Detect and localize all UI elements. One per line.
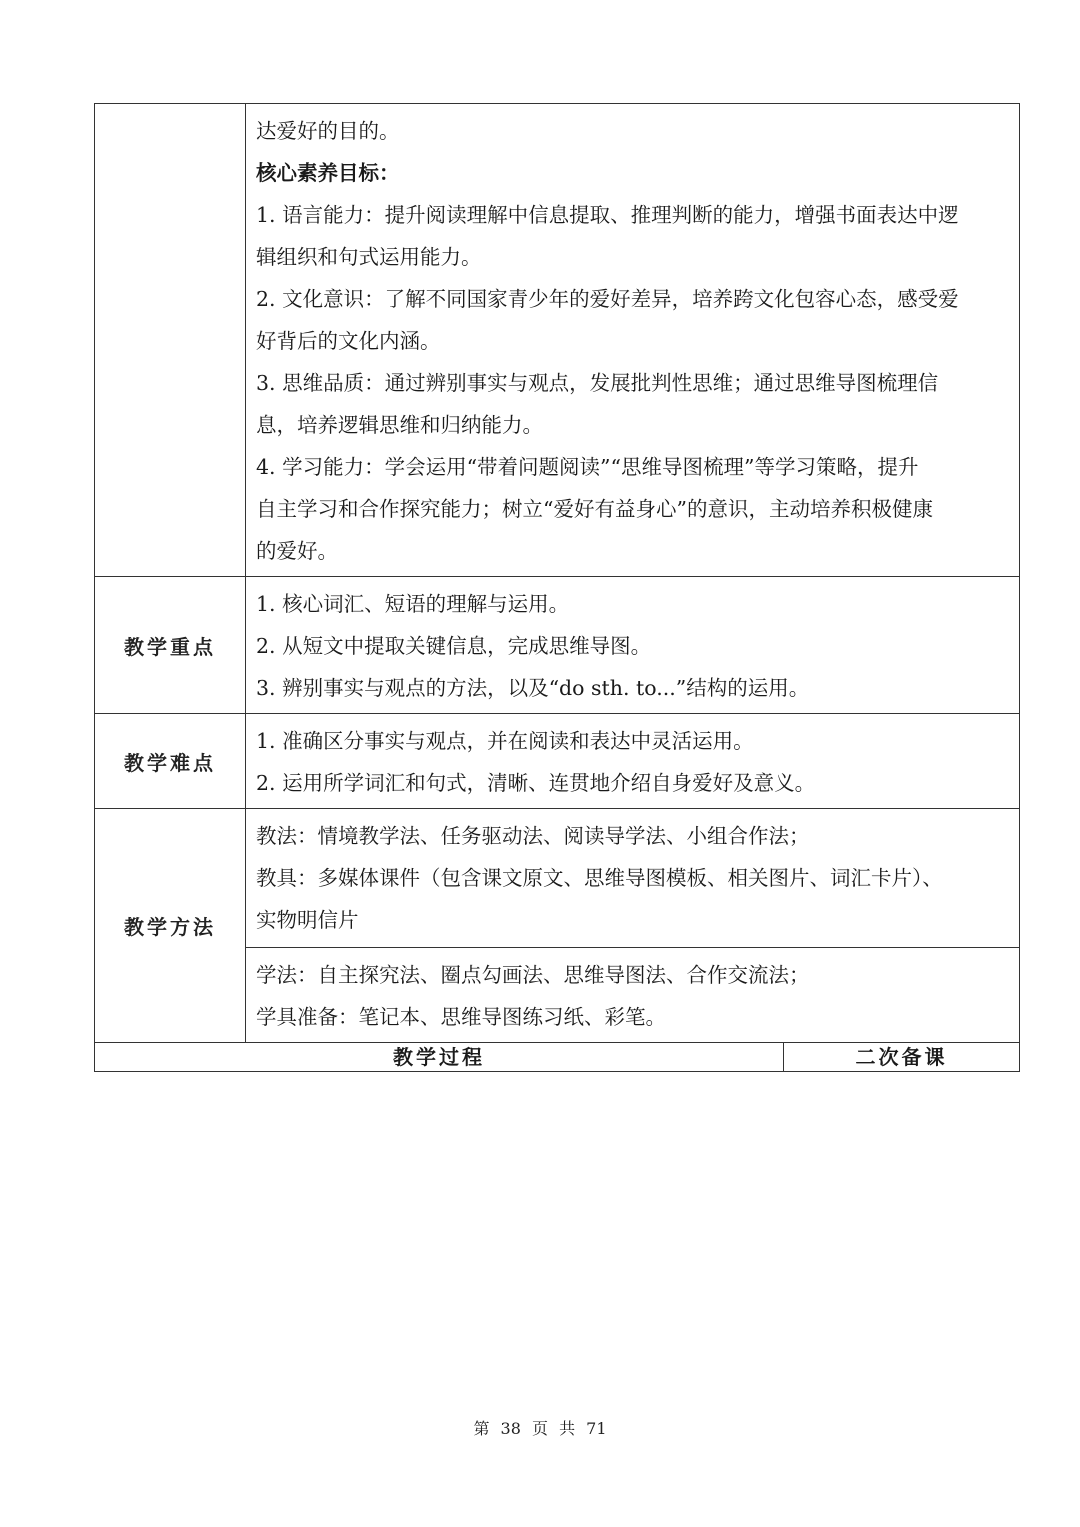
key-point-item: 2. 从短文中提取关键信息，完成思维导图。	[256, 634, 652, 658]
learning-method-line: 学法：自主探究法、圈点勾画法、思维导图法、合作交流法；	[256, 963, 810, 987]
teaching-tools-line: 实物明信片	[256, 908, 359, 932]
second-prep-header: 二次备课	[784, 1043, 1020, 1072]
teaching-method-line: 教法：情境教学法、任务驱动法、阅读导学法、小组合作法；	[256, 824, 810, 848]
objectives-line: 4. 学习能力：学会运用“带着问题阅读”“思维导图梳理”等学习策略，提升	[256, 455, 919, 479]
process-header-row	[95, 1043, 1020, 1072]
methods-row	[95, 809, 1020, 1043]
learning-methods	[246, 948, 1019, 1042]
teaching-process-header: 教学过程	[95, 1043, 784, 1072]
key-points-content	[246, 577, 1020, 714]
objectives-line: 息，培养逻辑思维和归纳能力。	[256, 413, 543, 437]
objectives-row	[95, 104, 1020, 577]
difficulty-item: 2. 运用所学词汇和句式，清晰、连贯地介绍自身爱好及意义。	[256, 771, 816, 795]
objectives-line: 3. 思维品质：通过辨别事实与观点，发展批判性思维；通过思维导图梳理信	[256, 371, 939, 395]
objectives-line: 2. 文化意识：了解不同国家青少年的爱好差异，培养跨文化包容心态，感受爱	[256, 287, 959, 311]
teaching-tools-line: 教具：多媒体课件（包含课文原文、思维导图模板、相关图片、词汇卡片）、	[256, 866, 943, 890]
objectives-line: 自主学习和合作探究能力；树立“爱好有益身心”的意识，主动培养积极健康	[256, 497, 933, 521]
key-points-row	[95, 577, 1020, 714]
objectives-line: 好背后的文化内涵。	[256, 329, 441, 353]
page-number: 第 38 页 共 71	[473, 1419, 607, 1438]
difficulties-row	[95, 714, 1020, 809]
objectives-label-cell	[95, 104, 246, 577]
key-points-label: 教学重点	[95, 577, 246, 714]
core-literacy-heading: 核心素养目标：	[256, 161, 400, 185]
key-point-item: 1. 核心词汇、短语的理解与运用。	[256, 592, 570, 616]
objectives-line: 辑组织和句式运用能力。	[256, 245, 482, 269]
objectives-line: 达爱好的目的。	[256, 119, 400, 143]
lesson-plan-table	[94, 103, 1020, 1072]
learning-tools-line: 学具准备：笔记本、思维导图练习纸、彩笔。	[256, 1005, 666, 1029]
difficulty-item: 1. 准确区分事实与观点，并在阅读和表达中灵活运用。	[256, 729, 754, 753]
difficulties-content	[246, 714, 1020, 809]
teaching-methods	[246, 809, 1019, 948]
methods-content	[246, 809, 1020, 1043]
methods-label: 教学方法	[95, 809, 246, 1043]
objectives-line: 1. 语言能力：提升阅读理解中信息提取、推理判断的能力，增强书面表达中逻	[256, 203, 959, 227]
objectives-line: 的爱好。	[256, 539, 338, 563]
difficulties-label: 教学难点	[95, 714, 246, 809]
key-point-item: 3. 辨别事实与观点的方法，以及“do sth. to...”结构的运用。	[256, 676, 810, 700]
objectives-content	[246, 104, 1020, 577]
